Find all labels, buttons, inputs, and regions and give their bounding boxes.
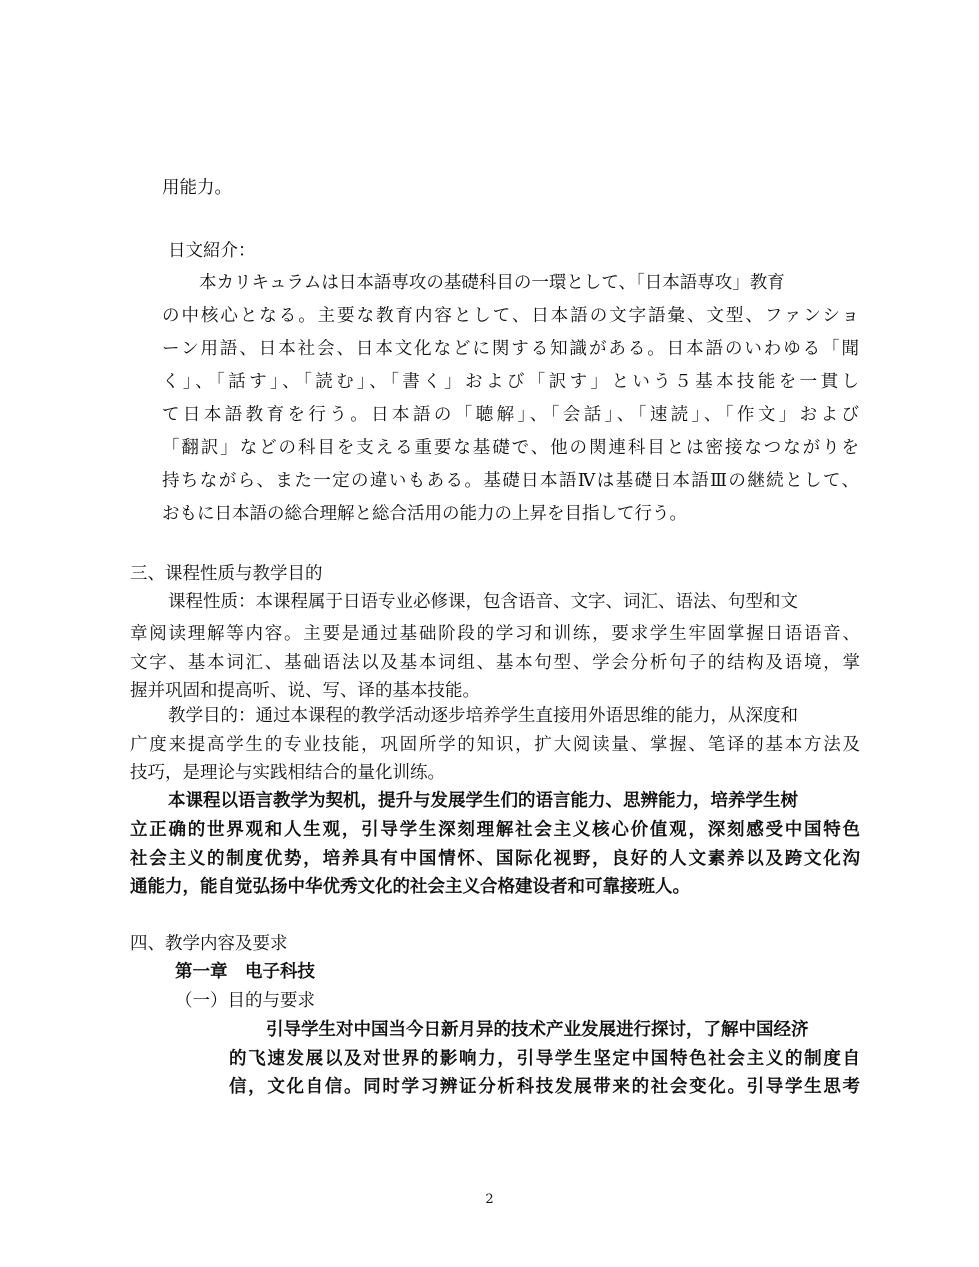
ideological-goal-line: 本课程以语言教学为契机，提升与发展学生们的语言能力、思辨能力，培养学生树 (168, 791, 798, 811)
japanese-intro-line: の中核心となる。主要な教育内容として、日本語の文字語彙、文型、ファンショ (162, 306, 859, 326)
japanese-intro-line: て日本語教育を行う。日本語の「聴解」、「会話」、「速読」、「作文」および (162, 405, 859, 425)
course-goal-line: 教学目的：通过本课程的教学活动逐步培养学生直接用外语思维的能力，从深度和 (168, 706, 798, 726)
japanese-intro-line: ーン用語、日本社会、日本文化などに関する知識がある。日本語のいわゆる「聞 (162, 339, 859, 359)
ideological-goal-line: 立正确的世界观和人生观，引导学生深刻理解社会主义核心价值观，深刻感受中国特色 (130, 820, 860, 840)
japanese-intro-line: 持ちながら、また一定の違いもある。基礎日本語Ⅳは基礎日本語Ⅲの継続として、 (162, 471, 859, 491)
japanese-intro-line: 「翻訳」などの科目を支える重要な基礎で、他の関連科目とは密接なつながりを (162, 438, 859, 458)
japanese-intro-heading: 日文紹介： (168, 241, 256, 261)
chapter-title: 第一章 电子科技 (175, 962, 315, 982)
page-number: 2 (485, 1192, 494, 1207)
chapter-goal-line: 的飞速发展以及对世界的影响力，引导学生坚定中国特色社会主义的制度自 (229, 1049, 860, 1069)
course-nature-line: 章阅读理解等内容。主要是通过基础阶段的学习和训练，要求学生牢固掌握日语语音、 (130, 624, 860, 644)
japanese-intro-line: 本カリキュラムは日本語専攻の基礎科目の一環として、「日本語専攻」教育 (199, 273, 785, 293)
japanese-intro-line: く」、「話す」、「読む」、「書く」および「訳す」という５基本技能を一貫し (162, 372, 859, 392)
continuation-line: 用能力。 (162, 178, 232, 198)
section-heading: 四、教学内容及要求 (130, 934, 288, 954)
chapter-goal-line: 引导学生对中国当今日新月异的技术产业发展进行探讨，了解中国经济 (266, 1020, 809, 1040)
course-nature-line: 课程性质：本课程属于日语专业必修课，包含语音、文字、词汇、语法、句型和文 (168, 592, 798, 612)
course-goal-line: 广度来提高学生的专业技能，巩固所学的知识，扩大阅读量、掌握、笔译的基本方法及 (130, 735, 860, 755)
ideological-goal-line: 社会主义的制度优势，培养具有中国情怀、国际化视野，良好的人文素养以及跨文化沟 (130, 849, 860, 869)
ideological-goal-line: 通能力，能自觉弘扬中华优秀文化的社会主义合格建设者和可靠接班人。 (130, 877, 690, 897)
subsection-heading: （一）目的与要求 (175, 991, 315, 1011)
course-nature-line: 握并巩固和提高听、说、写、译的基本技能。 (130, 681, 480, 701)
chapter-goal-line: 信，文化自信。同时学习辨证分析科技发展带来的社会变化。引导学生思考 (229, 1077, 860, 1097)
section-heading: 三、课程性质与教学目的 (130, 564, 323, 584)
course-goal-line: 技巧，是理论与实践相结合的量化训练。 (130, 763, 445, 783)
japanese-intro-line: おもに日本語の総合理解と総合活用の能力の上昇を目指して行う。 (162, 504, 687, 524)
course-nature-line: 文字、基本词汇、基础语法以及基本词组、基本句型、学会分析句子的结构及语境，掌 (130, 653, 860, 673)
